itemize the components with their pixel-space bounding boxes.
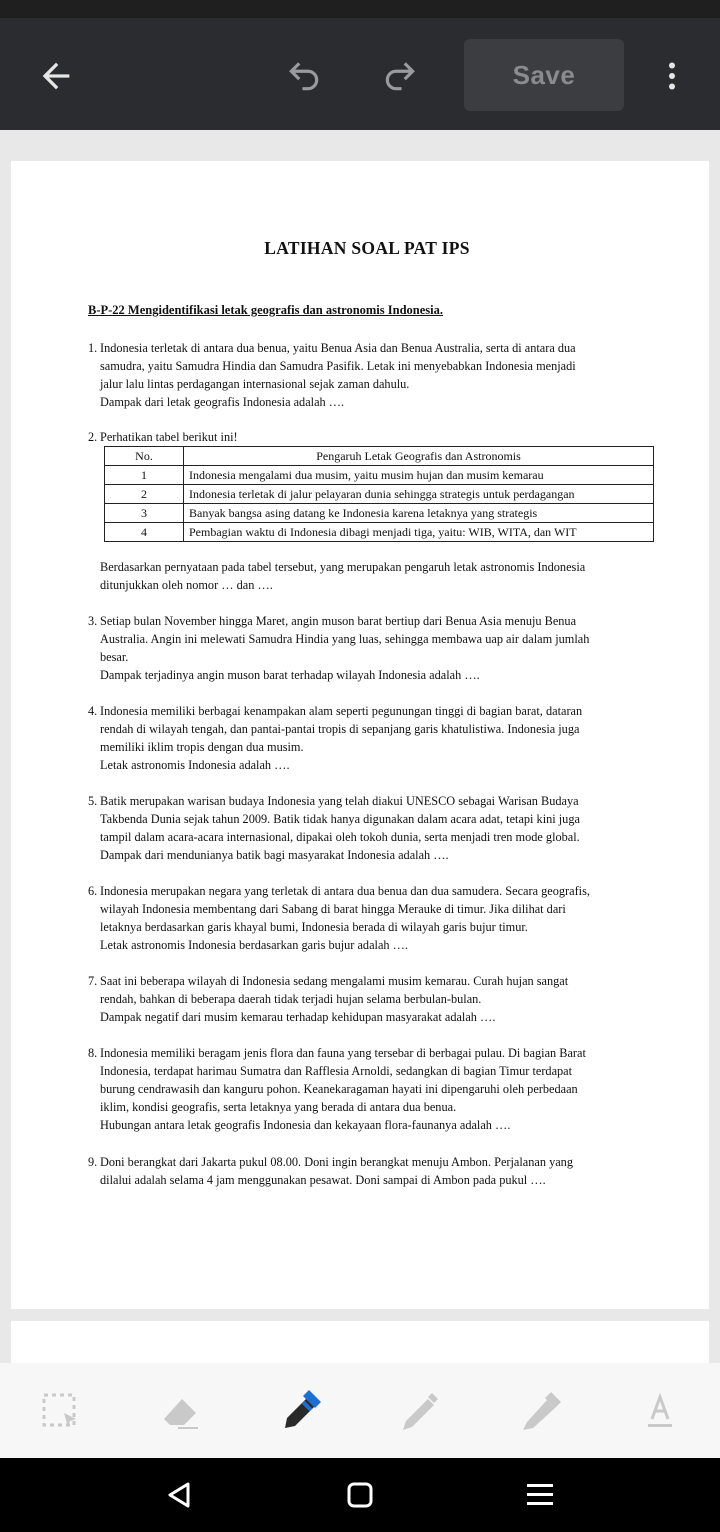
document-subtitle: B-P-22 Mengidentifikasi letak geografis dan astronomis Indonesia. — [88, 303, 443, 317]
question-line: Indonesia, terdapat harimau Sumatra dan Rafflesia Arnoldi, sedangkan di bagian Timur terdapat — [100, 1064, 573, 1078]
question-text — [100, 558, 663, 594]
question-line: letaknya berdasarkan garis khayal bumi, Indonesia berada di wilayah garis bujur timur. — [100, 920, 528, 934]
table-row — [105, 523, 654, 542]
nav-recents-button[interactable] — [516, 1471, 564, 1519]
question-prompt: Letak astronomis Indonesia adalah …. — [100, 758, 290, 772]
question-line: rendah, bahkan di beberapa daerah tidak terjadi hujan selama berbulan-bulan. — [100, 992, 482, 1006]
status-bar — [0, 0, 720, 18]
question-line: Doni berangkat dari Jakarta pukul 08.00. Doni ingin berangkat menuju Ambon. Perjalanan yang — [100, 1155, 573, 1169]
question-prompt: Hubungan antara letak geografis Indonesia dan kekayaan flora-faunanya adalah …. — [100, 1118, 511, 1132]
question-text — [100, 612, 663, 684]
question-line: samudra, yaitu Samudra Hindia dan Samudra Pasifik. Letak ini menyebabkan Indonesia menjadi — [100, 359, 576, 373]
question-line: jalur lalu lintas perdagangan internasional sejak zaman dahulu. — [100, 377, 410, 391]
question-line: burung cendrawasih dan kanguru pohon. Keanekaragaman hayati ini dipengaruhi oleh perbedaan — [100, 1082, 578, 1096]
table-row — [105, 504, 654, 523]
table-cell-text: Banyak bangsa asing datang ke Indonesia karena letaknya yang strategis — [184, 504, 654, 523]
geography-table — [104, 446, 654, 542]
question-line: dilalui adalah selama 4 jam menggunakan pesawat. Doni sampai di Ambon pada pukul …. — [100, 1173, 546, 1187]
table-header-no: No. — [105, 447, 184, 466]
question-number: 3. — [88, 614, 98, 628]
question-line: ditunjukkan oleh nomor … dan …. — [100, 578, 273, 592]
text-tool[interactable] — [636, 1387, 684, 1435]
question-line: rendah di wilayah tengah, dan pantai-pantai tropis di sepanjang garis khatulistiwa. Indonesia juga — [100, 722, 580, 736]
nav-home-button[interactable] — [336, 1471, 384, 1519]
question-text — [100, 339, 663, 411]
redo-icon — [381, 57, 419, 95]
pencil-tool[interactable] — [396, 1387, 444, 1435]
table-cell-no: 3 — [105, 504, 184, 523]
question-line: Berdasarkan pernyataan pada tabel tersebut, yang merupakan pengaruh letak astronomis Indonesia — [100, 560, 586, 574]
table-cell-text: Indonesia mengalami dua musim, yaitu musim hujan dan musim kemarau — [184, 466, 654, 485]
question-text — [100, 1044, 663, 1134]
document-canvas[interactable] — [0, 130, 720, 1363]
question-prompt: Dampak dari letak geografis Indonesia adalah …. — [100, 395, 345, 409]
pencil-icon — [397, 1388, 443, 1434]
question-1 — [88, 339, 663, 411]
question-4 — [88, 702, 663, 774]
system-nav-bar — [0, 1458, 720, 1532]
question-line: Indonesia memiliki berbagai kenampakan alam seperti pegunungan tinggi di bagian barat, dataran — [100, 704, 583, 718]
highlighter-icon — [517, 1388, 563, 1434]
question-line: Indonesia merupakan negara yang terletak di antara dua benua dan dua samudera. Secara geografis, — [100, 884, 590, 898]
question-prompt: Letak astronomis Indonesia berdasarkan garis bujur adalah …. — [100, 938, 409, 952]
question-prompt: Dampak dari mendunianya batik bagi masyarakat Indonesia adalah …. — [100, 848, 449, 862]
question-number: 6. — [88, 884, 98, 898]
table-cell-no: 1 — [105, 466, 184, 485]
nav-back-button[interactable] — [155, 1471, 203, 1519]
question-line: besar. — [100, 650, 129, 664]
save-button[interactable]: Save — [464, 39, 624, 111]
next-document-page[interactable] — [11, 1321, 709, 1363]
more-options-button[interactable] — [644, 48, 700, 104]
question-prompt: Dampak negatif dari musim kemarau terhadap kehidupan masyarakat adalah …. — [100, 1010, 496, 1024]
nav-back-icon — [164, 1480, 194, 1510]
question-number: 4. — [88, 704, 98, 718]
question-intro: Perhatikan tabel berikut ini! — [100, 430, 238, 444]
undo-icon — [285, 57, 323, 95]
question-9 — [88, 1153, 663, 1189]
question-text — [100, 792, 663, 864]
question-line: Setiap bulan November hingga Maret, angin muson barat bertiup dari Benua Asia menuju Benua — [100, 614, 577, 628]
question-line: Saat ini beberapa wilayah di Indonesia sedang mengalami musim kemarau. Curah hujan sangat — [100, 974, 569, 988]
question-line: tampil dalam acara-acara internasional, dipakai oleh tokoh dunia, serta menjadi tren mode global. — [100, 830, 580, 844]
table-header-pengaruh: Pengaruh Letak Geografis dan Astronomis — [184, 447, 654, 466]
question-line: Indonesia terletak di antara dua benua, yaitu Benua Asia dan Benua Australia, serta di antara dua — [100, 341, 576, 355]
question-line: iklim, kondisi geografis, serta letaknya yang berada di antara dua benua. — [100, 1100, 457, 1114]
nav-recents-icon — [525, 1480, 555, 1510]
nav-home-icon — [346, 1481, 374, 1509]
question-5 — [88, 792, 663, 864]
question-text — [100, 972, 663, 1026]
document-title: LATIHAN SOAL PAT IPS — [264, 238, 470, 258]
table-row — [105, 485, 654, 504]
question-line: Takbenda Dunia sejak tahun 2009. Batik tidak hanya digunakan dalam acara adat, tetapi kini juga — [100, 812, 580, 826]
lasso-select-tool[interactable] — [36, 1387, 84, 1435]
question-line: Batik merupakan warisan budaya Indonesia yang telah diakui UNESCO sebagai Warisan Budaya — [100, 794, 579, 808]
back-button[interactable] — [28, 48, 84, 104]
question-line: Indonesia memiliki beragam jenis flora dan fauna yang tersebar di berbagai pulau. Di bagian Barat — [100, 1046, 586, 1060]
annotation-toolbar — [0, 1363, 720, 1458]
table-row — [105, 466, 654, 485]
arrow-left-icon — [36, 56, 76, 96]
question-prompt: Dampak terjadinya angin muson barat terhadap wilayah Indonesia adalah …. — [100, 668, 480, 682]
more-vert-icon — [654, 58, 690, 94]
question-7 — [88, 972, 663, 1026]
question-number: 1. — [88, 341, 98, 355]
text-icon — [640, 1391, 680, 1431]
table-cell-text: Indonesia terletak di jalur pelayaran dunia sehingga strategis untuk perdagangan — [184, 485, 654, 504]
question-number: 8. — [88, 1046, 98, 1060]
question-8 — [88, 1044, 663, 1134]
question-text — [100, 702, 663, 774]
pen-tool[interactable] — [276, 1387, 324, 1435]
table-cell-no: 4 — [105, 523, 184, 542]
highlighter-tool[interactable] — [516, 1387, 564, 1435]
lasso-select-icon — [40, 1391, 80, 1431]
question-2-text — [88, 558, 663, 594]
app-toolbar — [0, 18, 720, 130]
question-2 — [88, 428, 663, 446]
pen-icon — [277, 1388, 323, 1434]
question-3 — [88, 612, 663, 684]
redo-button[interactable] — [372, 48, 428, 104]
question-line: wilayah Indonesia membentang dari Sabang di barat hingga Merauke di timur. Jika dilihat dari — [100, 902, 566, 916]
undo-button[interactable] — [276, 48, 332, 104]
question-number: 7. — [88, 974, 98, 988]
question-text — [100, 882, 663, 954]
table-header-row — [105, 447, 654, 466]
table-cell-text: Pembagian waktu di Indonesia dibagi menjadi tiga, yaitu: WIB, WITA, dan WIT — [184, 523, 654, 542]
question-number: 5. — [88, 794, 98, 808]
eraser-icon — [158, 1389, 202, 1433]
question-line: Australia. Angin ini melewati Samudra Hindia yang luas, sehingga membawa uap air dalam jumlah — [100, 632, 590, 646]
question-number: 9. — [88, 1155, 98, 1169]
question-6 — [88, 882, 663, 954]
question-line: memiliki iklim tropis dengan dua musim. — [100, 740, 304, 754]
eraser-tool[interactable] — [156, 1387, 204, 1435]
question-number: 2. — [88, 430, 98, 444]
document-page[interactable] — [11, 161, 709, 1309]
table-cell-no: 2 — [105, 485, 184, 504]
question-text — [100, 1153, 663, 1189]
